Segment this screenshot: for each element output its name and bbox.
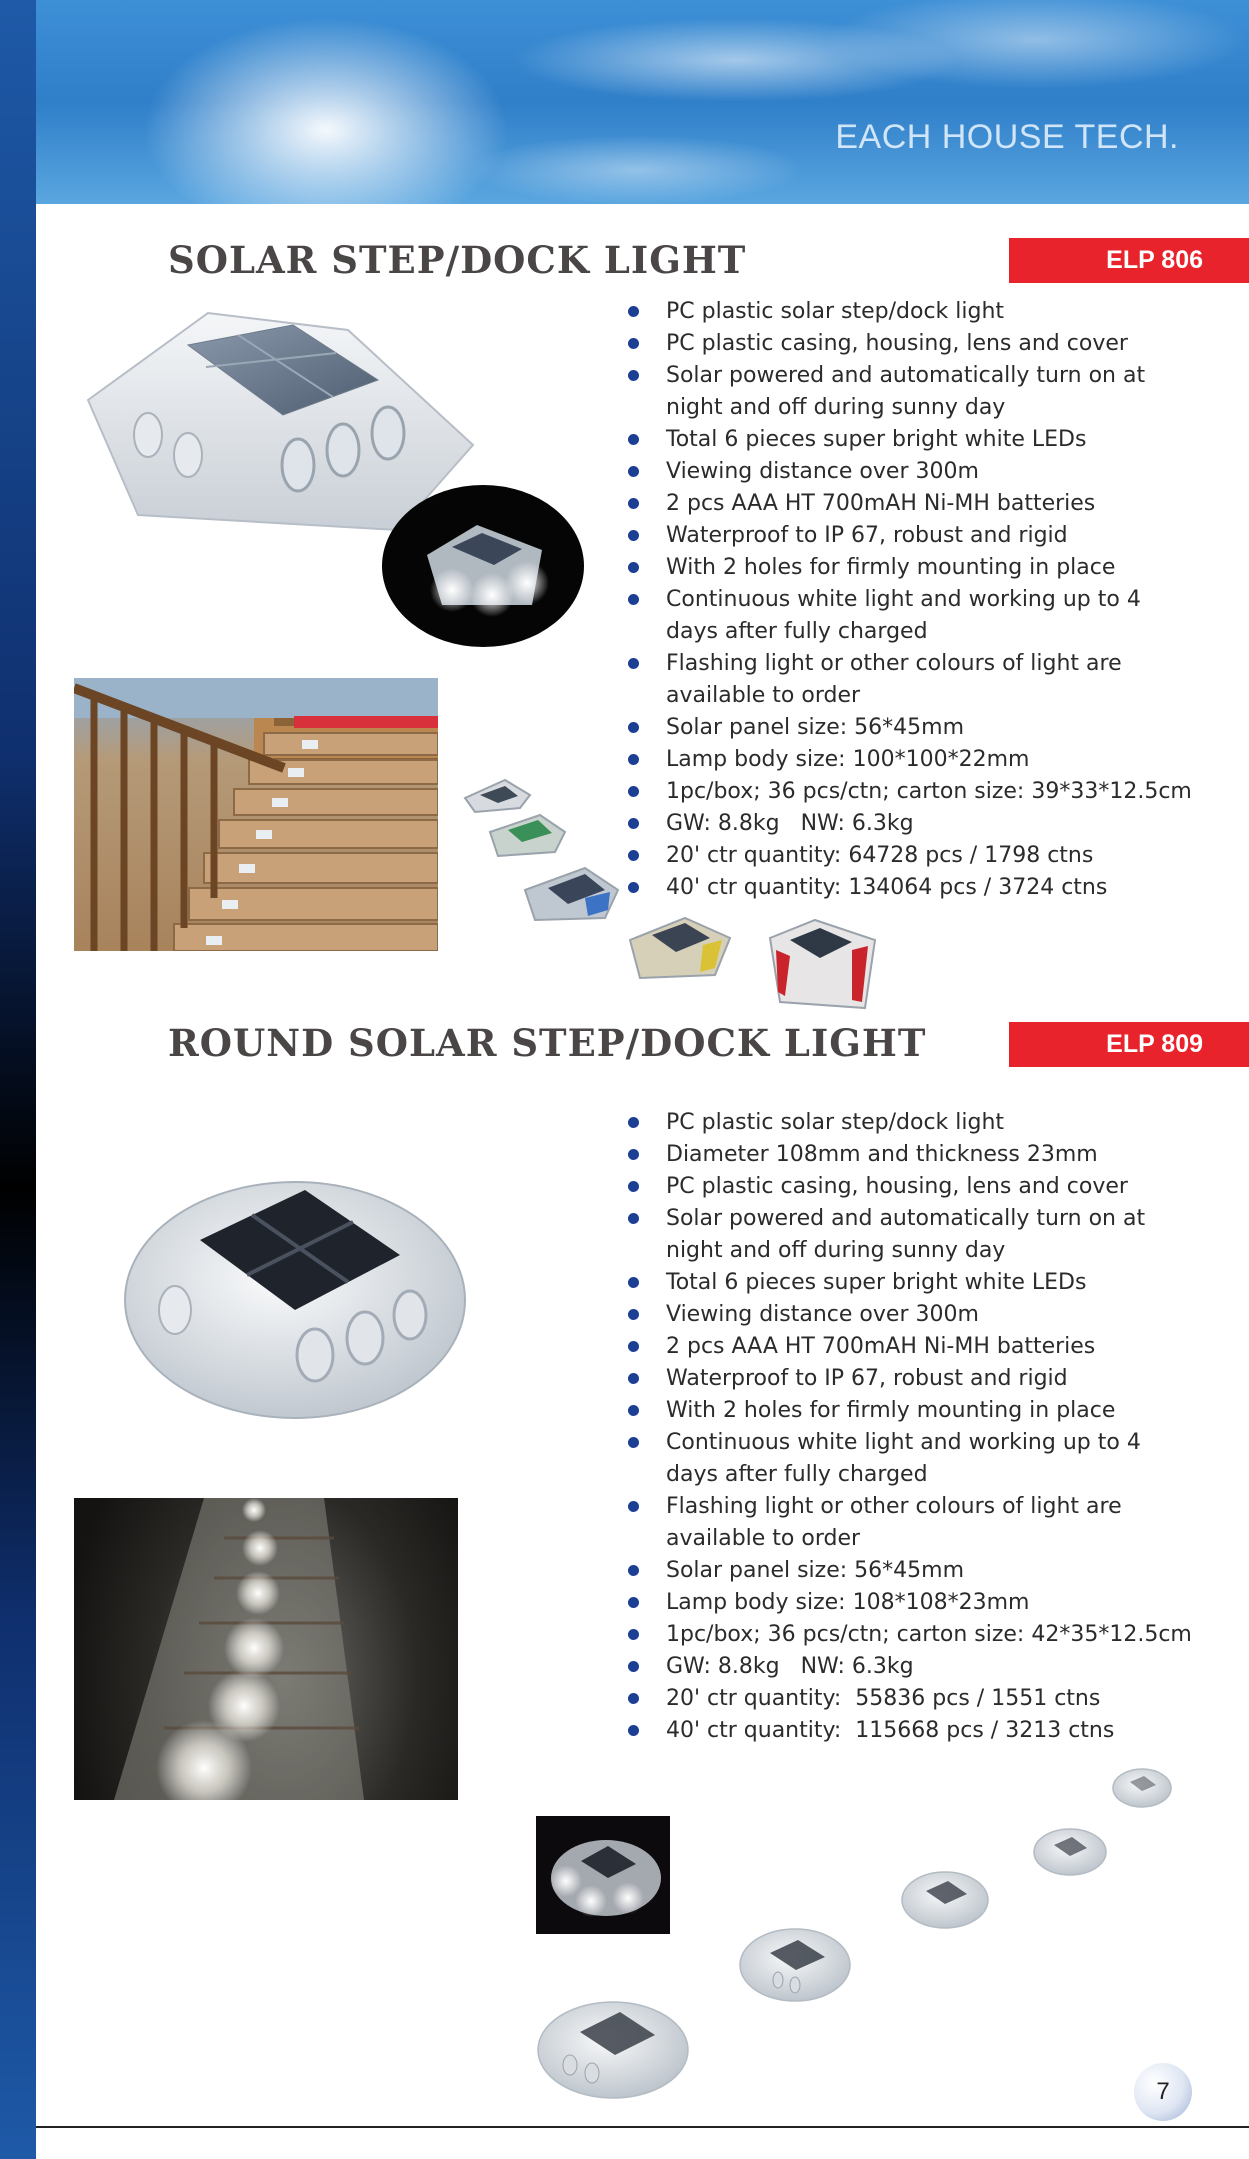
round-lights-row-photo bbox=[530, 1760, 1180, 2100]
spec-item: 1pc/box; 36 pcs/ctn; carton size: 39*33*12.5cm bbox=[624, 776, 1192, 808]
spec-item: Waterproof to IP 67, robust and rigid bbox=[624, 1363, 1192, 1395]
staircase-installation-photo bbox=[74, 678, 438, 951]
spec-item: Lamp body size: 100*100*22mm bbox=[624, 744, 1192, 776]
model-badge-elp806: ELP 806 bbox=[1009, 238, 1249, 283]
company-name: EACH HOUSE TECH. bbox=[835, 118, 1179, 156]
spec-item: Total 6 pieces super bright white LEDs bbox=[624, 1267, 1192, 1299]
spec-item: Solar powered and automatically turn on at night and off during sunny day bbox=[624, 360, 1164, 424]
spec-item: With 2 holes for firmly mounting in place bbox=[624, 552, 1192, 584]
spec-list-elp809 bbox=[624, 1107, 1192, 1747]
lit-light-inset-photo bbox=[382, 485, 584, 647]
spec-item: Viewing distance over 300m bbox=[624, 456, 1192, 488]
night-pathway-photo bbox=[74, 1498, 458, 1800]
spec-item: Flashing light or other colours of light are available to order bbox=[624, 1491, 1174, 1555]
spec-item: 2 pcs AAA HT 700mAH Ni-MH batteries bbox=[624, 1331, 1192, 1363]
spec-item: 20' ctr quantity: 55836 pcs / 1551 ctns bbox=[624, 1683, 1192, 1715]
spec-item: 20' ctr quantity: 64728 pcs / 1798 ctns bbox=[624, 840, 1192, 872]
page-number-badge: 7 bbox=[1134, 2063, 1192, 2121]
spec-item: Waterproof to IP 67, robust and rigid bbox=[624, 520, 1192, 552]
spec-item: Solar panel size: 56*45mm bbox=[624, 712, 1192, 744]
spec-item: 2 pcs AAA HT 700mAH Ni-MH batteries bbox=[624, 488, 1192, 520]
spec-item: Solar powered and automatically turn on at night and off during sunny day bbox=[624, 1203, 1164, 1267]
spec-item: PC plastic casing, housing, lens and cover bbox=[624, 328, 1192, 360]
spec-item: With 2 holes for firmly mounting in place bbox=[624, 1395, 1192, 1427]
spec-item: Solar panel size: 56*45mm bbox=[624, 1555, 1192, 1587]
spec-item: Lamp body size: 108*108*23mm bbox=[624, 1587, 1192, 1619]
header-banner bbox=[36, 0, 1249, 204]
spec-item: PC plastic casing, housing, lens and cover bbox=[624, 1171, 1192, 1203]
spec-item: Flashing light or other colours of light are available to order bbox=[624, 648, 1134, 712]
spec-item: GW: 8.8kg NW: 6.3kg bbox=[624, 808, 1192, 840]
spec-item: Total 6 pieces super bright white LEDs bbox=[624, 424, 1192, 456]
spec-item: PC plastic solar step/dock light bbox=[624, 296, 1192, 328]
spec-item: 40' ctr quantity: 134064 pcs / 3724 ctns bbox=[624, 872, 1192, 904]
section-title-elp809: ROUND SOLAR STEP/DOCK LIGHT bbox=[168, 1021, 927, 1065]
spec-item: Diameter 108mm and thickness 23mm bbox=[624, 1139, 1192, 1171]
left-blue-band bbox=[0, 0, 36, 2159]
spec-item: 40' ctr quantity: 115668 pcs / 3213 ctns bbox=[624, 1715, 1192, 1747]
spec-item: PC plastic solar step/dock light bbox=[624, 1107, 1192, 1139]
footer-divider bbox=[36, 2126, 1249, 2128]
spec-item: 1pc/box; 36 pcs/ctn; carton size: 42*35*12.5cm bbox=[624, 1619, 1192, 1651]
model-badge-elp809: ELP 809 bbox=[1009, 1022, 1249, 1067]
product-photo-round-light bbox=[115, 1160, 475, 1430]
section-title-elp806: SOLAR STEP/DOCK LIGHT bbox=[168, 238, 747, 282]
spec-item: Continuous white light and working up to 4 days after fully charged bbox=[624, 584, 1164, 648]
spec-item: Continuous white light and working up to 4 days after fully charged bbox=[624, 1427, 1164, 1491]
spec-item: Viewing distance over 300m bbox=[624, 1299, 1192, 1331]
spec-list-elp806 bbox=[624, 296, 1192, 904]
spec-item: GW: 8.8kg NW: 6.3kg bbox=[624, 1651, 1192, 1683]
